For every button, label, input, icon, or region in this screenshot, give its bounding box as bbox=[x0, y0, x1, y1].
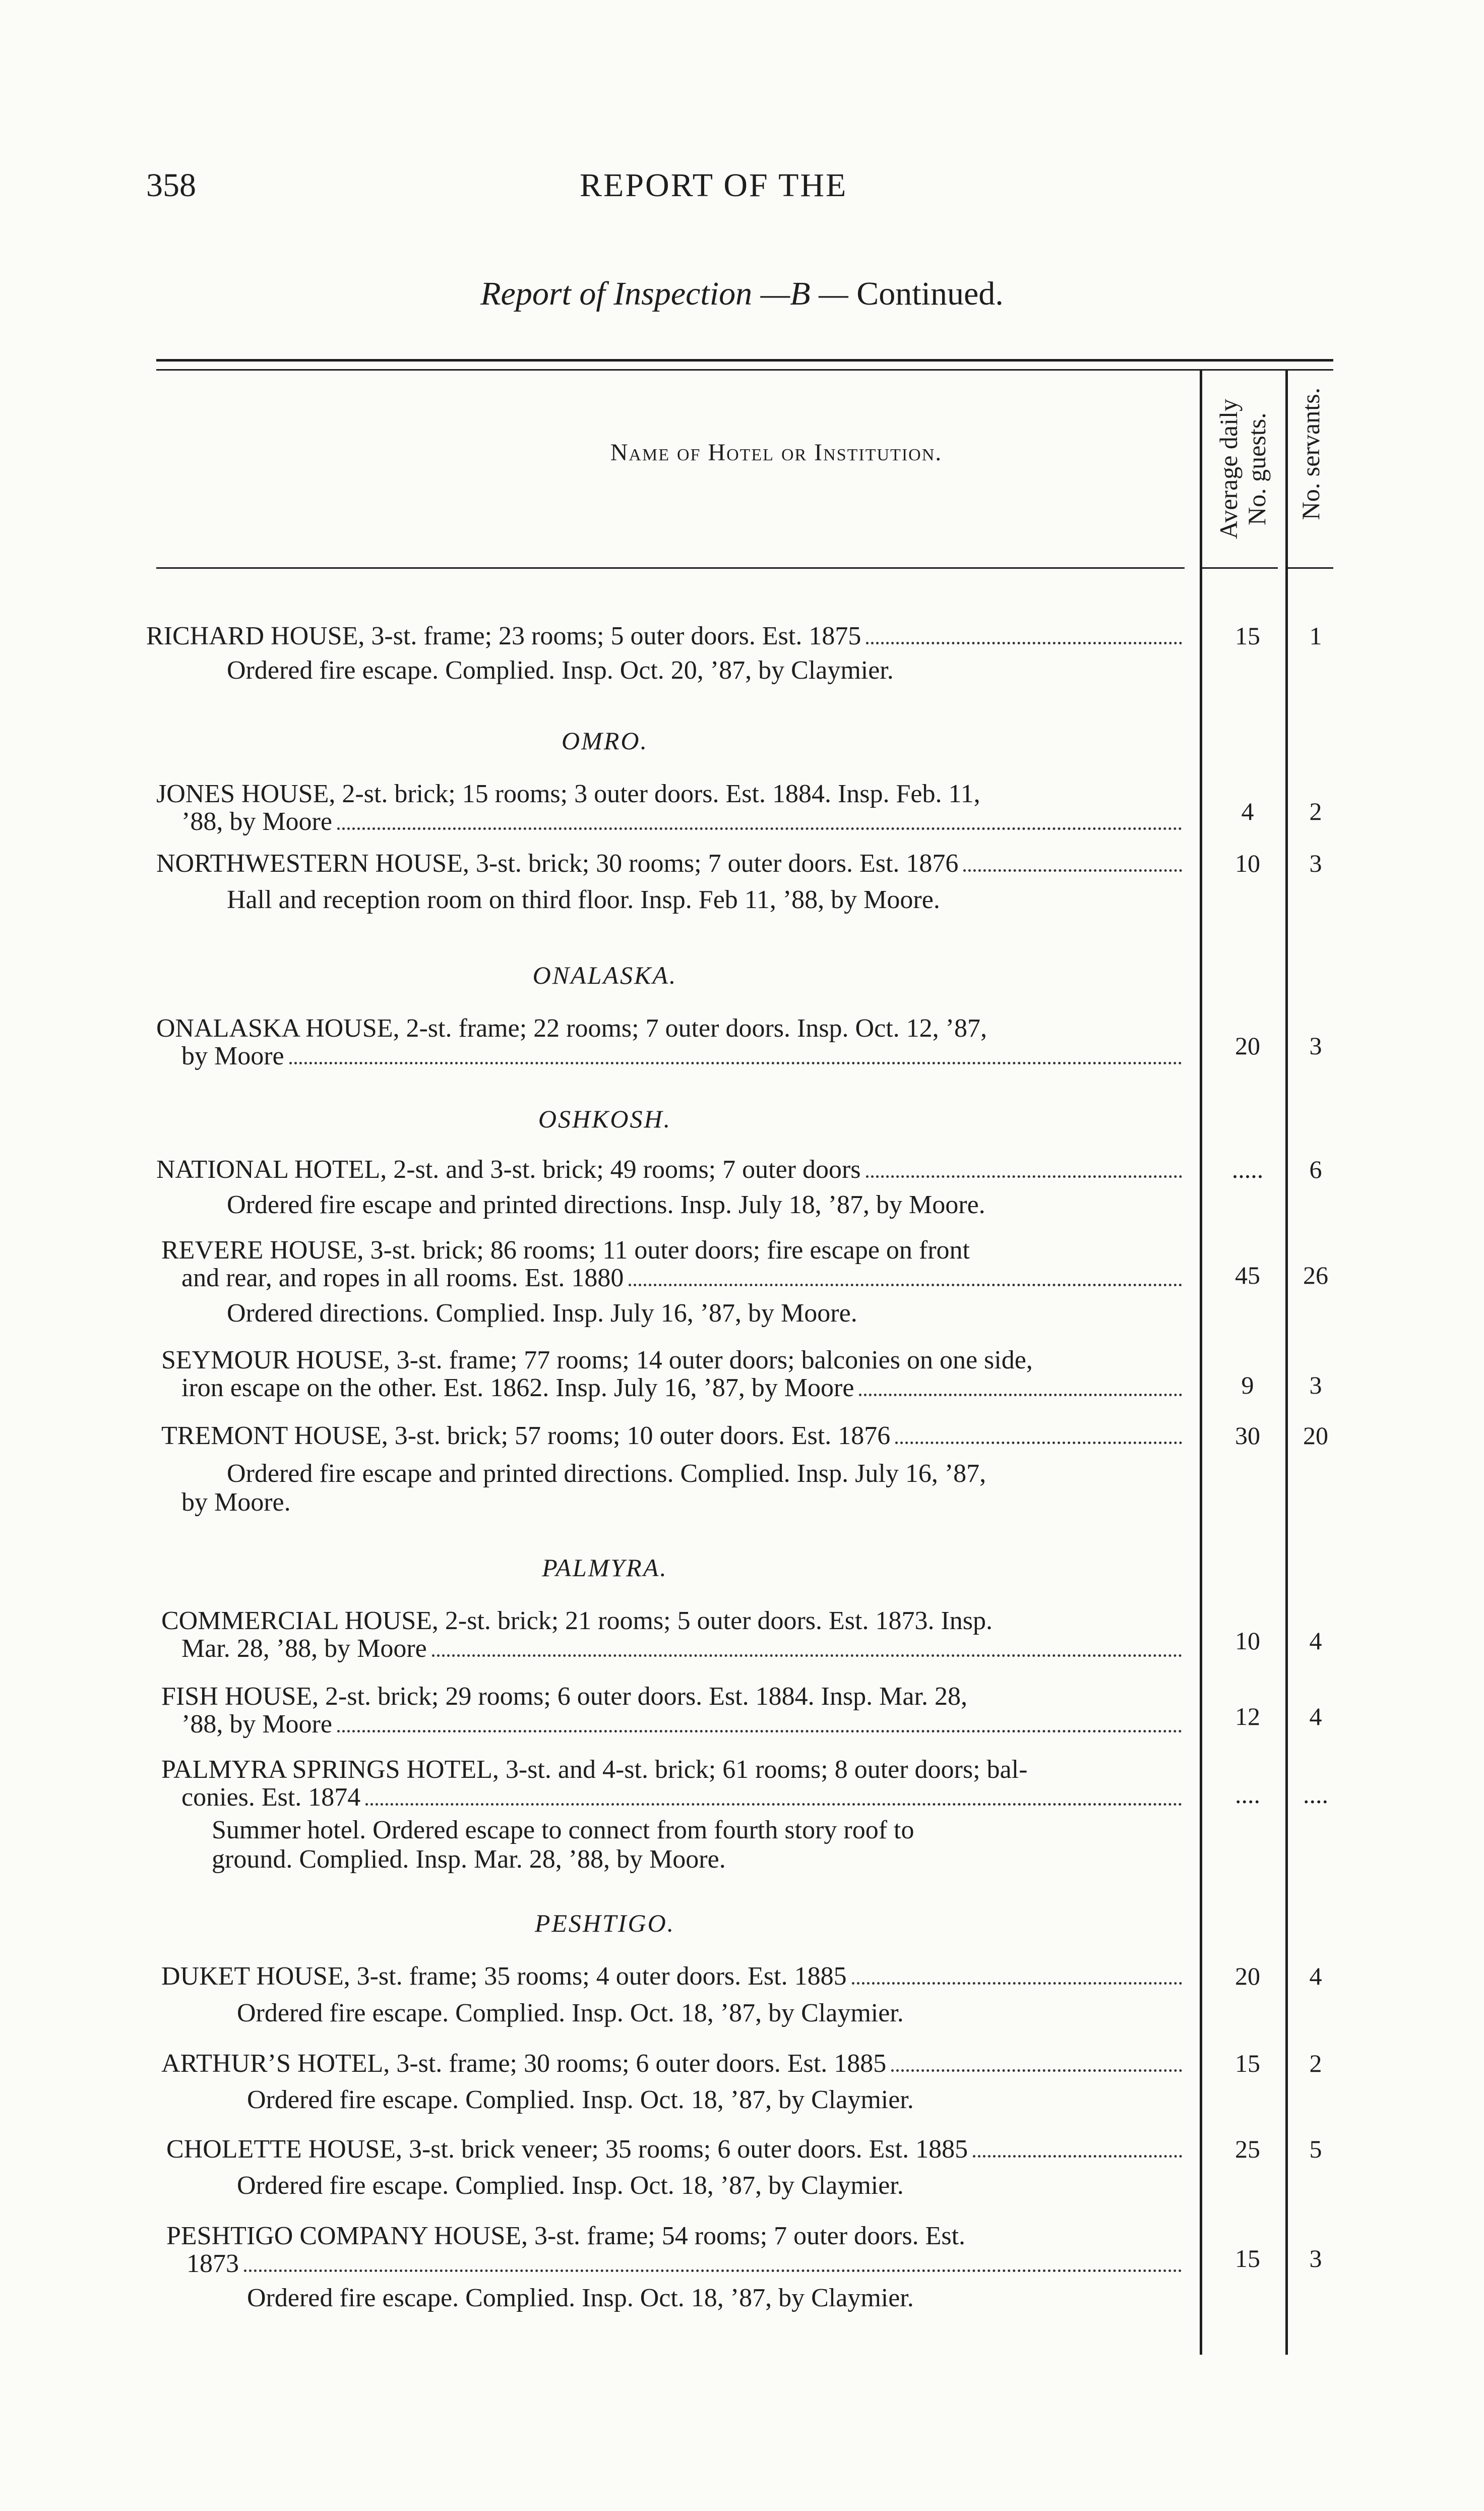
subtitle-italic: Report of Inspection —B — bbox=[480, 275, 848, 312]
entry-tremont-house bbox=[161, 1421, 1187, 1451]
entry-note-continuation: by Moore. bbox=[181, 1488, 291, 1517]
leader-dots bbox=[365, 1803, 1182, 1806]
entry-duket-house bbox=[161, 1961, 1187, 1991]
guests-value: 10 bbox=[1235, 849, 1260, 877]
entry-line: 1873 bbox=[187, 2249, 239, 2278]
servants-value: 3 bbox=[1309, 1371, 1322, 1399]
running-head: REPORT OF THE bbox=[580, 167, 848, 204]
entry-line: ARTHUR’S HOTEL, 3-st. frame; 30 rooms; 6 outer doors. Est. 1885 bbox=[161, 2049, 887, 2078]
servants-column-header bbox=[1288, 338, 1333, 570]
entry-continuation bbox=[181, 1373, 1187, 1403]
leader-dots bbox=[289, 1062, 1182, 1064]
entry-line: NORTHWESTERN HOUSE, 3-st. brick; 30 rooms; 7 outer doors. Est. 1876 bbox=[156, 849, 959, 878]
entry-line: iron escape on the other. Est. 1862. Insp. July 16, ’87, by Moore bbox=[181, 1373, 854, 1402]
entry-line: ’88, by Moore bbox=[181, 807, 332, 836]
guests-value: 9 bbox=[1241, 1371, 1254, 1399]
entry-note: Ordered fire escape. Complied. Insp. Oct. 18, ’87, by Claymier. bbox=[247, 2085, 914, 2114]
servants-value: 4 bbox=[1309, 1627, 1322, 1655]
leader-dots bbox=[866, 642, 1182, 644]
entry-commercial-house: COMMERCIAL HOUSE, 2-st. brick; 21 rooms; 5 outer doors. Est. 1873. Insp. bbox=[161, 1606, 993, 1635]
entry-cholette-house bbox=[166, 2134, 1187, 2164]
servants-header-text: No. servants. bbox=[1296, 387, 1325, 520]
guests-value: 15 bbox=[1235, 2244, 1260, 2273]
entry-line: TREMONT HOUSE, 3-st. brick; 57 rooms; 10 outer doors. Est. 1876 bbox=[161, 1421, 891, 1450]
servants-value: 3 bbox=[1309, 849, 1322, 877]
column-divider-2 bbox=[1285, 371, 1288, 2355]
entry-seymour-house: SEYMOUR HOUSE, 3-st. frame; 77 rooms; 14 outer doors; balconies on one side, bbox=[161, 1346, 1033, 1374]
servants-value: 20 bbox=[1303, 1421, 1328, 1450]
leader-dots bbox=[973, 2155, 1182, 2158]
leader-dots bbox=[866, 1175, 1182, 1178]
entry-line: NATIONAL HOTEL, 2-st. and 3-st. brick; 49 rooms; 7 outer doors bbox=[156, 1155, 861, 1184]
town-heading-palmyra: PALMYRA. bbox=[542, 1553, 668, 1582]
table-top-rule-1 bbox=[156, 359, 1333, 362]
entry-note: Ordered fire escape. Complied. Insp. Oct. 18, ’87, by Claymier. bbox=[237, 2171, 904, 2200]
guests-value: 12 bbox=[1235, 1702, 1260, 1730]
guests-value: 10 bbox=[1235, 1627, 1260, 1655]
header-bottom-rule-name bbox=[156, 567, 1185, 569]
leader-dots bbox=[629, 1284, 1182, 1286]
entry-richard-house bbox=[146, 621, 1187, 651]
town-heading-peshtigo: PESHTIGO. bbox=[534, 1909, 675, 1937]
servants-value: 5 bbox=[1309, 2135, 1322, 2163]
entry-note: Ordered fire escape and printed directions. Complied. Insp. July 16, ’87, bbox=[227, 1459, 986, 1488]
entry-line: by Moore bbox=[181, 1042, 284, 1070]
guests-column-header bbox=[1205, 353, 1280, 585]
entry-line: and rear, and ropes in all rooms. Est. 1880 bbox=[181, 1264, 624, 1292]
servants-value: .... bbox=[1303, 1780, 1328, 1809]
guests-value: 4 bbox=[1241, 797, 1254, 825]
guests-header-line1: Average daily bbox=[1214, 398, 1243, 540]
entry-continuation bbox=[181, 807, 1187, 836]
entry-line: Mar. 28, ’88, by Moore bbox=[181, 1634, 427, 1663]
entry-note: Ordered directions. Complied. Insp. July 16, ’87, by Moore. bbox=[227, 1299, 857, 1328]
entry-note: Ordered fire escape. Complied. Insp. Oct. 18, ’87, by Claymier. bbox=[247, 2284, 914, 2312]
entry-northwestern-house bbox=[156, 849, 1187, 878]
page-number: 358 bbox=[146, 167, 196, 204]
entry-fish-house: FISH HOUSE, 2-st. brick; 29 rooms; 6 outer doors. Est. 1884. Insp. Mar. 28, bbox=[161, 1682, 967, 1711]
entry-continuation bbox=[181, 1263, 1187, 1293]
entry-continuation bbox=[187, 2249, 1187, 2279]
town-heading-omro: OMRO. bbox=[562, 727, 648, 755]
guests-value: 20 bbox=[1235, 1962, 1260, 1990]
entry-continuation bbox=[181, 1709, 1187, 1739]
name-column-header: Name of Hotel or Institution. bbox=[610, 439, 943, 466]
entry-continuation bbox=[181, 1041, 1187, 1071]
guests-value: 25 bbox=[1235, 2135, 1260, 2163]
leader-dots bbox=[859, 1394, 1182, 1396]
entry-line: CHOLETTE HOUSE, 3-st. brick veneer; 35 rooms; 6 outer doors. Est. 1885 bbox=[166, 2135, 968, 2164]
guests-value: 15 bbox=[1235, 622, 1260, 650]
servants-value: 2 bbox=[1309, 2049, 1322, 2077]
servants-value: 3 bbox=[1309, 2244, 1322, 2273]
guests-header-line2: No. guests. bbox=[1243, 412, 1271, 525]
entry-note: Summer hotel. Ordered escape to connect from fourth story roof to bbox=[212, 1816, 914, 1844]
entry-continuation bbox=[181, 1782, 1187, 1812]
entry-note: Ordered fire escape and printed directions. Insp. July 18, ’87, by Moore. bbox=[227, 1190, 985, 1219]
column-divider-1 bbox=[1200, 371, 1202, 2355]
servants-value: 1 bbox=[1309, 622, 1322, 650]
leader-dots bbox=[963, 869, 1182, 872]
servants-value: 4 bbox=[1309, 1962, 1322, 1990]
subtitle-plain: Continued. bbox=[848, 275, 1004, 312]
entry-revere-house: REVERE HOUSE, 3-st. brick; 86 rooms; 11 outer doors; fire escape on front bbox=[161, 1236, 970, 1265]
leader-dots bbox=[337, 827, 1182, 830]
entry-national-hotel bbox=[156, 1155, 1187, 1184]
entry-note: Ordered fire escape. Complied. Insp. Oct. 18, ’87, by Claymier. bbox=[237, 1999, 904, 2027]
entry-note: Ordered fire escape. Complied. Insp. Oct. 20, ’87, by Claymier. bbox=[227, 656, 894, 685]
leader-dots bbox=[891, 2069, 1182, 2072]
servants-value: 3 bbox=[1309, 1032, 1322, 1060]
leader-dots bbox=[432, 1654, 1182, 1657]
guests-value: ..... bbox=[1231, 1155, 1264, 1183]
leader-dots bbox=[895, 1442, 1182, 1444]
entry-onalaska-house: ONALASKA HOUSE, 2-st. frame; 22 rooms; 7 outer doors. Insp. Oct. 12, ’87, bbox=[156, 1014, 987, 1043]
town-heading-onalaska: ONALASKA. bbox=[532, 961, 677, 989]
entry-palmyra-springs-hotel: PALMYRA SPRINGS HOTEL, 3-st. and 4-st. brick; 61 rooms; 8 outer doors; bal- bbox=[161, 1755, 1028, 1784]
servants-value: 4 bbox=[1309, 1702, 1322, 1730]
guests-value: 15 bbox=[1235, 2049, 1260, 2077]
entry-line: RICHARD HOUSE, 3-st. frame; 23 rooms; 5 outer doors. Est. 1875 bbox=[146, 622, 861, 650]
entry-line: conies. Est. 1874 bbox=[181, 1783, 361, 1812]
leader-dots bbox=[244, 2269, 1182, 2272]
leader-dots bbox=[337, 1730, 1182, 1732]
servants-value: 2 bbox=[1309, 797, 1322, 825]
entry-peshtigo-company-house: PESHTIGO COMPANY HOUSE, 3-st. frame; 54 rooms; 7 outer doors. Est. bbox=[166, 2222, 966, 2250]
entry-arthurs-hotel bbox=[161, 2049, 1187, 2078]
guests-value: .... bbox=[1235, 1780, 1260, 1809]
servants-value: 26 bbox=[1303, 1261, 1328, 1289]
entry-line: DUKET HOUSE, 3-st. frame; 35 rooms; 4 outer doors. Est. 1885 bbox=[161, 1962, 847, 1991]
entry-jones-house: JONES HOUSE, 2-st. brick; 15 rooms; 3 outer doors. Est. 1884. Insp. Feb. 11, bbox=[156, 780, 980, 808]
guests-value: 30 bbox=[1235, 1421, 1260, 1450]
entry-note-continuation: ground. Complied. Insp. Mar. 28, ’88, by Moore. bbox=[212, 1845, 726, 1874]
table-top-rule-2 bbox=[156, 369, 1333, 371]
entry-continuation bbox=[181, 1634, 1187, 1663]
entry-note: Hall and reception room on third floor. Insp. Feb 11, ’88, by Moore. bbox=[227, 885, 940, 914]
guests-value: 45 bbox=[1235, 1261, 1260, 1289]
town-heading-oshkosh: OSHKOSH. bbox=[538, 1105, 672, 1133]
page-subtitle bbox=[0, 275, 1484, 313]
guests-value: 20 bbox=[1235, 1032, 1260, 1060]
entry-line: ’88, by Moore bbox=[181, 1710, 332, 1739]
leader-dots bbox=[852, 1982, 1182, 1985]
servants-value: 6 bbox=[1309, 1155, 1322, 1183]
